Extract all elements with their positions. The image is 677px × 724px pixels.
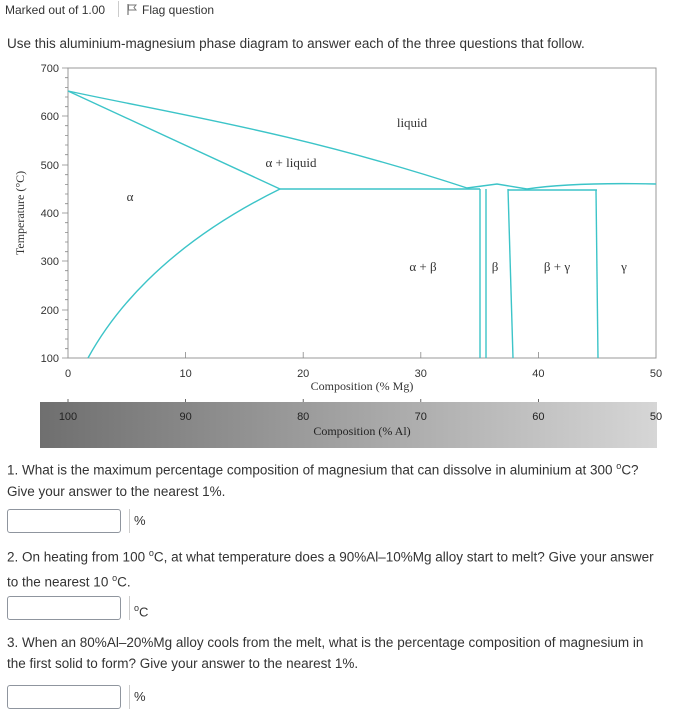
- y-tick-label: 700: [40, 63, 59, 75]
- question-1-text-part: C? Give your answer to the nearest 1%.: [7, 462, 639, 499]
- flag-icon: [127, 4, 137, 15]
- x-tick-label-mg: 0: [64, 368, 72, 380]
- y-tick-label: 500: [40, 160, 59, 172]
- x-tick-label-mg: 20: [297, 368, 310, 380]
- x-tick-label-mg: 50: [649, 368, 663, 380]
- answer-1-input[interactable]: [7, 509, 121, 533]
- x-tick-label-al: 90: [179, 411, 192, 423]
- y-tick-label: 300: [40, 256, 59, 268]
- question-2-text-part: C.: [117, 574, 131, 589]
- x-tick-label-mg: 10: [179, 368, 192, 380]
- region-label-alpha-liquid: α + liquid: [265, 155, 317, 170]
- y-axis-title: Temperature (°C): [13, 170, 27, 256]
- x-tick-label-al: 100: [58, 411, 78, 423]
- x-tick-label-mg: 30: [414, 368, 427, 380]
- y-tick-label: 100: [40, 353, 59, 365]
- region-label-gamma: γ: [621, 259, 627, 274]
- intro-text: Use this aluminium-magnesium phase diagram to answer each of the three questions that follow.: [7, 36, 585, 51]
- region-label-beta: β: [491, 259, 499, 274]
- answer-2-unit: [129, 596, 148, 620]
- question-1-text: [7, 456, 657, 502]
- y-axis-ticks: [62, 68, 68, 358]
- flag-question-label: Flag question: [142, 3, 215, 17]
- question-3-text: 3. When an 80%Al–20%Mg alloy cools from the melt, what is the percentage composition of magnesium in the first solid to form? Give your answer to the nearest 1%.: [7, 635, 644, 671]
- answer-2-unit-text: C: [139, 604, 149, 620]
- y-tick-label: 600: [40, 111, 59, 123]
- region-label-beta-gamma: β + γ: [543, 259, 571, 274]
- divider: [118, 1, 119, 17]
- answer-1-unit: %: [129, 509, 146, 533]
- x-axis-title-mg: Composition (% Mg): [310, 379, 414, 393]
- region-label-alpha-beta: α + β: [409, 259, 437, 274]
- question-2-text-part: 2. On heating from 100: [7, 549, 149, 565]
- degree-sup: o: [112, 572, 118, 583]
- plot-frame: [68, 68, 656, 358]
- y-tick-label: 400: [40, 208, 59, 220]
- x-tick-label-al: 50: [649, 411, 663, 423]
- x-tick-label-al: 60: [532, 411, 545, 423]
- question-1-text-part: 1. What is the maximum percentage composition of magnesium that can dissolve in aluminium at 300: [7, 462, 617, 478]
- question-2-text: [7, 543, 657, 592]
- x-tick-label-al: 80: [297, 411, 310, 423]
- x-tick-label-al: 70: [414, 411, 427, 423]
- question-2-text-part: C, at what temperature does a 90%Al–10%Mg alloy start to melt? Give your answer to the nearest 10: [7, 549, 654, 589]
- degree-sup: o: [616, 461, 622, 471]
- phase-diagram: [0, 58, 677, 450]
- answer-3-unit: %: [129, 685, 146, 709]
- region-label-liquid: liquid: [396, 115, 428, 130]
- x-tick-label-mg: 40: [532, 368, 545, 380]
- flag-question-link[interactable]: [127, 3, 214, 17]
- answer-3-input[interactable]: [7, 685, 121, 709]
- y-tick-label: 200: [40, 305, 59, 317]
- answer-2-input[interactable]: [7, 596, 121, 620]
- region-label-alpha: α: [126, 189, 134, 204]
- degree-sup: o: [134, 603, 140, 613]
- degree-sup: o: [148, 548, 154, 558]
- question-info-bar: [0, 0, 677, 20]
- x-axis-title-al: Composition (% Al): [313, 424, 411, 438]
- x-axis-ticks-al: [68, 399, 538, 402]
- marks-label: Marked out of 1.00: [5, 3, 106, 17]
